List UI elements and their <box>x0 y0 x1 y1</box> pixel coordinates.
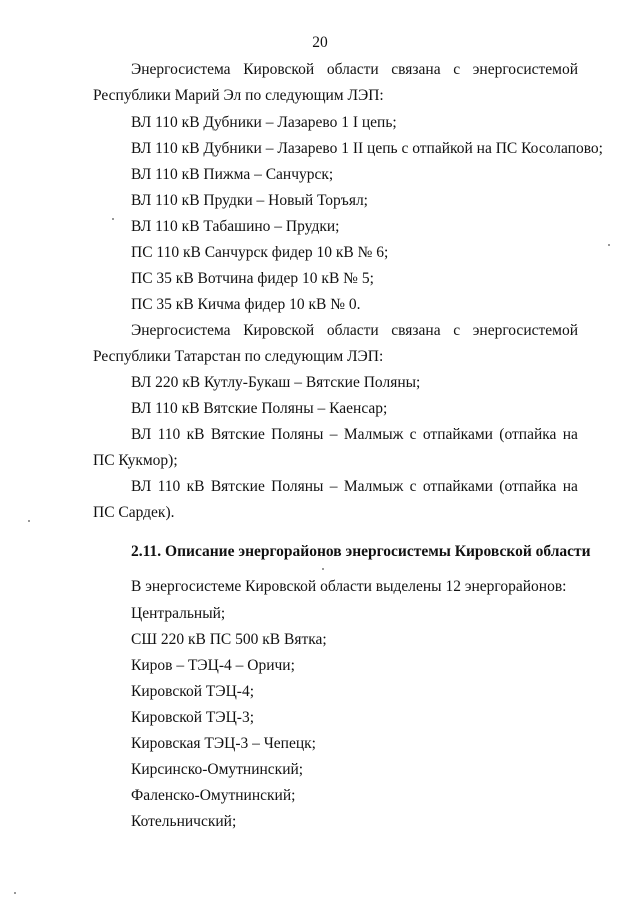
word: с <box>409 426 417 443</box>
section-heading: 2.11. Описание энергорайонов энергосистемы Кировской области <box>131 543 591 560</box>
word: (отпайка <box>499 426 557 443</box>
word: Вятские <box>210 426 265 443</box>
list-item: ПС 35 кВ Кичма фидер 10 кВ № 0. <box>131 296 361 313</box>
scan-speck <box>322 568 324 570</box>
intro-text: В энергосистеме Кировской области выделены 12 энергорайонов: <box>131 578 567 595</box>
word: ВЛ <box>131 426 152 443</box>
word: на <box>562 426 578 443</box>
word: Кировской <box>243 322 315 339</box>
list-item: ВЛ 110 кВ Прудки – Новый Торъял; <box>131 192 368 209</box>
paragraph-mari-el-line-2: Республики Марий Эл по следующим ЛЭП: <box>93 87 384 104</box>
word: (отпайка <box>499 478 557 495</box>
word: с <box>453 61 461 78</box>
list-item: СШ 220 кВ ПС 500 кВ Вятка; <box>131 631 327 648</box>
word: кВ <box>186 478 205 495</box>
list-item: ВЛ 110 кВ Дубники – Лазарево 1 II цепь с отпайкой на ПС Косолапово; <box>131 140 603 157</box>
list-item: Фаленско-Омутнинский; <box>131 787 296 804</box>
word: 110 <box>157 426 181 443</box>
word: Малмыж <box>343 426 404 443</box>
word: Малмыж <box>343 478 404 495</box>
word: Поляны <box>271 478 324 495</box>
word: Энергосистема <box>131 61 231 78</box>
word: отпайками <box>422 426 493 443</box>
list-item: ВЛ 220 кВ Кутлу-Букаш – Вятские Поляны; <box>131 374 421 391</box>
paragraph-mari-el-line-1 <box>131 61 578 79</box>
list-item: Центральный; <box>131 605 226 622</box>
list-item: Кировская ТЭЦ-3 – Чепецк; <box>131 735 316 752</box>
list-item: Киров – ТЭЦ-4 – Оричи; <box>131 657 295 674</box>
list-item: ВЛ 110 кВ Пижма – Санчурск; <box>131 166 334 183</box>
paragraph-malmyzh-sardek-line-1 <box>131 478 578 496</box>
word: Вятские <box>210 478 265 495</box>
list-item: Кирсинско-Омутнинский; <box>131 761 304 778</box>
list-item: Кировской ТЭЦ-4; <box>131 683 255 700</box>
word: кВ <box>186 426 205 443</box>
scan-speck <box>14 892 16 894</box>
word: с <box>409 478 417 495</box>
word: – <box>329 426 338 443</box>
scan-speck <box>608 244 610 246</box>
scan-speck <box>112 218 114 220</box>
paragraph-malmyzh-kukmor-line-2: ПС Кукмор); <box>93 452 178 469</box>
word: Поляны <box>271 426 324 443</box>
paragraph-tatarstan-line-2: Республики Татарстан по следующим ЛЭП: <box>93 348 384 365</box>
paragraph-tatarstan-line-1 <box>131 322 578 340</box>
paragraph-malmyzh-sardek-line-2: ПС Сардек). <box>93 504 175 521</box>
scan-speck <box>28 520 30 522</box>
paragraph-malmyzh-kukmor-line-1 <box>131 426 578 444</box>
list-item: Котельничский; <box>131 813 237 830</box>
list-item: ПС 110 кВ Санчурск фидер 10 кВ № 6; <box>131 244 389 261</box>
word: Энергосистема <box>131 322 231 339</box>
word: – <box>329 478 338 495</box>
word: с <box>453 322 461 339</box>
list-item: ПС 35 кВ Вотчина фидер 10 кВ № 5; <box>131 270 374 287</box>
word: связана <box>391 322 441 339</box>
word: на <box>562 478 578 495</box>
list-item: Кировской ТЭЦ-3; <box>131 709 255 726</box>
word: энергосистемой <box>472 322 578 339</box>
list-item: ВЛ 110 кВ Дубники – Лазарево 1 I цепь; <box>131 114 397 131</box>
word: связана <box>391 61 441 78</box>
list-item: ВЛ 110 кВ Вятские Поляны – Каенсар; <box>131 400 388 417</box>
page-number: 20 <box>312 34 328 51</box>
word: области <box>326 61 379 78</box>
list-item: ВЛ 110 кВ Табашино – Прудки; <box>131 218 340 235</box>
word: ВЛ <box>131 478 152 495</box>
word: Кировской <box>243 61 315 78</box>
word: области <box>326 322 379 339</box>
word: отпайками <box>422 478 493 495</box>
word: 110 <box>157 478 181 495</box>
word: энергосистемой <box>472 61 578 78</box>
